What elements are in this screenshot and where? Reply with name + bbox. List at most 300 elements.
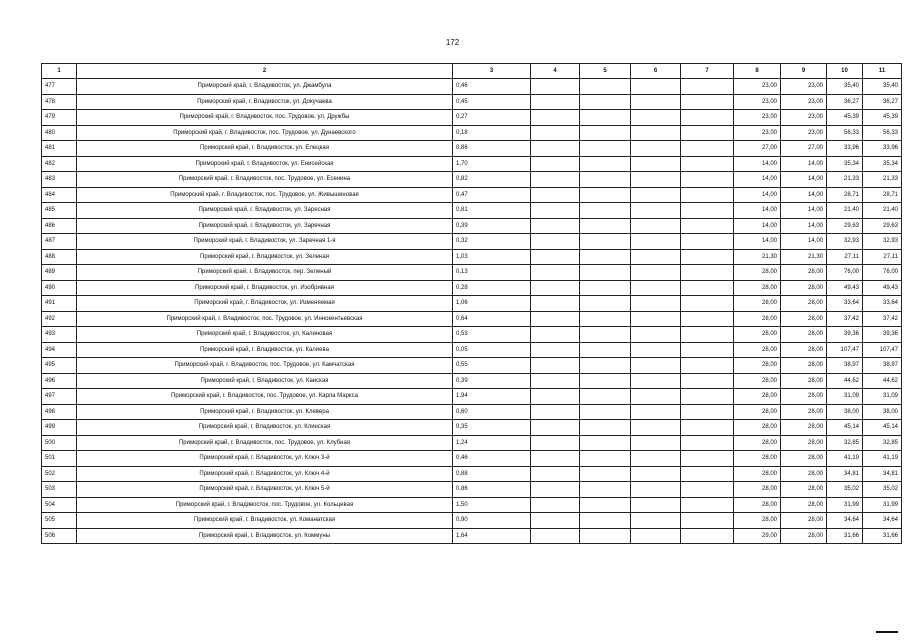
table-cell <box>580 296 631 312</box>
table-cell: 477 <box>42 79 77 95</box>
table-cell: 503 <box>42 482 77 498</box>
table-cell: 502 <box>42 466 77 482</box>
table-cell: 28,00 <box>781 373 827 389</box>
table-cell: Приморский край, г. Владивосток, пос. Трудовое, ул. Живышеновая <box>77 187 453 203</box>
table-cell: 33,64 <box>827 296 863 312</box>
table-cell: 35,40 <box>863 79 902 95</box>
table-cell <box>580 358 631 374</box>
table-cell <box>681 156 734 172</box>
table-row <box>42 513 902 529</box>
table-cell <box>631 234 681 250</box>
table-cell: Приморский край, г. Владивосток, пос. Трудовое, ул. Клубная <box>77 435 453 451</box>
table-cell <box>631 311 681 327</box>
table-cell: 36,27 <box>827 94 863 110</box>
table-cell <box>580 420 631 436</box>
table-row <box>42 311 902 327</box>
table-row <box>42 389 902 405</box>
table-cell: 38,97 <box>827 358 863 374</box>
table-cell: 484 <box>42 187 77 203</box>
table-cell <box>580 203 631 219</box>
table-cell: 45,14 <box>863 420 902 436</box>
table-cell <box>631 79 681 95</box>
corner-mark <box>876 631 898 633</box>
table-cell <box>681 342 734 358</box>
table-cell <box>631 404 681 420</box>
table-cell: 496 <box>42 373 77 389</box>
table-cell: 499 <box>42 420 77 436</box>
table-row <box>42 218 902 234</box>
table-cell: 28,00 <box>734 404 781 420</box>
table-cell: 23,00 <box>781 94 827 110</box>
table-cell <box>681 420 734 436</box>
table-cell: 486 <box>42 218 77 234</box>
table-cell <box>531 79 580 95</box>
table-cell: 28,00 <box>781 528 827 544</box>
table-cell: 28,71 <box>863 187 902 203</box>
table-row <box>42 466 902 482</box>
table-cell: 28,00 <box>734 389 781 405</box>
table-cell: Приморский край, г. Владивосток, ул. Заресная <box>77 203 453 219</box>
table-cell: 482 <box>42 156 77 172</box>
table-cell <box>681 172 734 188</box>
table-cell: 28,00 <box>781 280 827 296</box>
table-cell: 34,64 <box>863 513 902 529</box>
table-cell: 28,00 <box>781 296 827 312</box>
table-cell: 56,33 <box>827 125 863 141</box>
table-cell: 494 <box>42 342 77 358</box>
table-cell <box>531 311 580 327</box>
table-cell: 28,00 <box>734 265 781 281</box>
table-cell: 33,64 <box>863 296 902 312</box>
table-cell: 14,00 <box>734 156 781 172</box>
table-cell: 491 <box>42 296 77 312</box>
table-cell <box>531 435 580 451</box>
table-cell: Приморский край, г. Владивосток, пер. Зеленый <box>77 265 453 281</box>
table-cell: 34,64 <box>827 513 863 529</box>
table-cell: 506 <box>42 528 77 544</box>
table-cell <box>681 497 734 513</box>
table-cell: 28,00 <box>781 497 827 513</box>
table-cell: 38,00 <box>863 404 902 420</box>
table-cell: 28,00 <box>734 482 781 498</box>
table-cell <box>580 125 631 141</box>
table-row <box>42 435 902 451</box>
table-cell <box>580 234 631 250</box>
table-cell <box>631 156 681 172</box>
table-cell <box>580 187 631 203</box>
table-cell <box>681 187 734 203</box>
column-header: 3 <box>453 64 531 79</box>
table-cell <box>681 358 734 374</box>
table-cell: 0,46 <box>453 451 531 467</box>
table-cell <box>531 513 580 529</box>
table-cell <box>531 420 580 436</box>
table-cell <box>681 389 734 405</box>
table-cell: 21,30 <box>734 249 781 265</box>
table-cell <box>631 125 681 141</box>
table-cell <box>681 311 734 327</box>
table-cell: 36,27 <box>863 94 902 110</box>
table-cell: 28,00 <box>781 389 827 405</box>
table-cell: 1,24 <box>453 435 531 451</box>
table-cell: 44,62 <box>863 373 902 389</box>
table-cell <box>531 265 580 281</box>
table-cell: 14,00 <box>781 172 827 188</box>
table-cell <box>681 373 734 389</box>
column-header: 2 <box>77 64 453 79</box>
table-cell: 35,34 <box>863 156 902 172</box>
table-cell: 28,00 <box>734 451 781 467</box>
table-cell: 0,64 <box>453 311 531 327</box>
table-cell: 76,00 <box>827 265 863 281</box>
table-cell: Приморский край, г. Владивосток, ул. Калиева <box>77 342 453 358</box>
table-cell <box>531 296 580 312</box>
table-cell: 489 <box>42 265 77 281</box>
table-cell <box>681 110 734 126</box>
table-cell <box>531 482 580 498</box>
table-cell <box>631 218 681 234</box>
table-row <box>42 249 902 265</box>
table-cell <box>531 280 580 296</box>
table-cell <box>531 110 580 126</box>
table-cell <box>681 218 734 234</box>
column-header: 8 <box>734 64 781 79</box>
table-cell <box>681 249 734 265</box>
table-cell: 32,85 <box>827 435 863 451</box>
table-cell <box>580 218 631 234</box>
table-cell: 1,50 <box>453 497 531 513</box>
table-cell: Приморский край, г. Владивосток, ул. Ключ 4-й <box>77 466 453 482</box>
table-cell: 29,63 <box>863 218 902 234</box>
table-cell <box>631 296 681 312</box>
table-cell: 485 <box>42 203 77 219</box>
table-row <box>42 203 902 219</box>
table-cell <box>631 249 681 265</box>
table-cell <box>531 373 580 389</box>
table-cell: 45,39 <box>863 110 902 126</box>
table-row <box>42 141 902 157</box>
table-cell <box>631 482 681 498</box>
table-cell: Приморский край, г. Владивосток, ул. Канская <box>77 373 453 389</box>
table-cell: 27,11 <box>863 249 902 265</box>
table-cell: 0,28 <box>453 280 531 296</box>
table-cell <box>631 358 681 374</box>
table-cell: 23,00 <box>781 125 827 141</box>
table-cell: 21,33 <box>827 172 863 188</box>
table-cell: 29,00 <box>734 528 781 544</box>
table-cell: 28,00 <box>734 420 781 436</box>
table-cell: 0,39 <box>453 218 531 234</box>
table-cell <box>531 528 580 544</box>
table-cell: Приморский край, г. Владивосток, ул. Докучаева <box>77 94 453 110</box>
table-cell: 28,00 <box>781 435 827 451</box>
table-cell: 0,60 <box>453 404 531 420</box>
table-row <box>42 265 902 281</box>
table-cell <box>531 404 580 420</box>
table-cell: 34,81 <box>863 466 902 482</box>
table-cell: 32,85 <box>863 435 902 451</box>
table-cell <box>531 249 580 265</box>
table-cell: 39,36 <box>863 327 902 343</box>
table-cell <box>631 497 681 513</box>
table-cell: 28,00 <box>734 513 781 529</box>
table-cell: 35,34 <box>827 156 863 172</box>
table-cell: 107,47 <box>863 342 902 358</box>
table-row <box>42 156 902 172</box>
table-cell: 14,00 <box>734 187 781 203</box>
table-cell: 0,53 <box>453 327 531 343</box>
table-cell <box>531 141 580 157</box>
table-cell: 28,00 <box>781 311 827 327</box>
table-cell <box>580 528 631 544</box>
table-cell: 28,00 <box>734 280 781 296</box>
table-cell <box>580 466 631 482</box>
table-cell <box>531 358 580 374</box>
column-header: 9 <box>781 64 827 79</box>
table-row <box>42 94 902 110</box>
table-cell <box>531 234 580 250</box>
table-cell: Приморский край, г. Владивосток, ул. Енисейская <box>77 156 453 172</box>
table-cell <box>580 265 631 281</box>
table-cell: 35,02 <box>863 482 902 498</box>
table-cell <box>681 435 734 451</box>
table-cell <box>681 94 734 110</box>
table-cell <box>531 451 580 467</box>
table-cell <box>631 451 681 467</box>
table-cell: 28,00 <box>734 466 781 482</box>
table-cell <box>681 528 734 544</box>
table-cell: 0,90 <box>453 513 531 529</box>
table-cell: Приморский край, г. Владивосток, ул. Джамбула <box>77 79 453 95</box>
table-cell: 1,94 <box>453 389 531 405</box>
column-header: 11 <box>863 64 902 79</box>
table-cell: 0,35 <box>453 420 531 436</box>
table-cell: 14,00 <box>734 203 781 219</box>
table-cell: 21,33 <box>863 172 902 188</box>
table-cell: 479 <box>42 110 77 126</box>
table-cell: 28,00 <box>734 373 781 389</box>
table-cell <box>631 373 681 389</box>
table-cell: 0,13 <box>453 265 531 281</box>
table-cell <box>681 203 734 219</box>
table-cell <box>531 187 580 203</box>
table-cell <box>531 203 580 219</box>
table-row <box>42 280 902 296</box>
table-cell: 76,00 <box>863 265 902 281</box>
table-cell: 0,05 <box>453 342 531 358</box>
table-cell: Приморский край, г. Владивосток, ул. Клинская <box>77 420 453 436</box>
table-row <box>42 482 902 498</box>
table-cell: 49,43 <box>863 280 902 296</box>
table-cell: 14,00 <box>734 234 781 250</box>
table-cell: 28,00 <box>781 420 827 436</box>
table-cell: Приморский край, г. Владивосток, пос. Трудовое, ул. Кольцевая <box>77 497 453 513</box>
table-cell: 501 <box>42 451 77 467</box>
table-cell: 21,30 <box>781 249 827 265</box>
table-cell <box>631 466 681 482</box>
table-cell: Приморский край, г. Владивосток, ул. Изобривная <box>77 280 453 296</box>
table-cell: 14,00 <box>734 218 781 234</box>
table-row <box>42 342 902 358</box>
table-cell: 28,00 <box>734 296 781 312</box>
page-number: 172 <box>445 38 460 47</box>
table-cell: 1,06 <box>453 296 531 312</box>
table-cell <box>580 280 631 296</box>
table-cell <box>631 94 681 110</box>
table-cell <box>631 513 681 529</box>
table-cell <box>580 342 631 358</box>
table-cell <box>531 156 580 172</box>
table-row <box>42 79 902 95</box>
table-cell: 23,00 <box>781 79 827 95</box>
table-row <box>42 296 902 312</box>
table-row <box>42 420 902 436</box>
column-header: 7 <box>681 64 734 79</box>
table-row <box>42 172 902 188</box>
data-table <box>41 63 902 544</box>
table-cell <box>681 296 734 312</box>
table-cell: 0,55 <box>453 358 531 374</box>
table-cell: 38,00 <box>827 404 863 420</box>
table-cell: 35,40 <box>827 79 863 95</box>
table-cell: 28,00 <box>734 435 781 451</box>
table-cell <box>631 280 681 296</box>
table-cell: 490 <box>42 280 77 296</box>
table-cell: 14,00 <box>734 172 781 188</box>
table-cell: 28,00 <box>781 265 827 281</box>
table-cell: 23,00 <box>734 79 781 95</box>
table-cell: 497 <box>42 389 77 405</box>
table-cell: 23,00 <box>734 125 781 141</box>
table-cell: Приморский край, г. Владивосток, пос. Трудовое, ул. Карла Маркса <box>77 389 453 405</box>
table-cell <box>681 265 734 281</box>
table-cell <box>631 342 681 358</box>
table-row <box>42 451 902 467</box>
table-cell: Приморский край, г. Владивосток, ул. Коммуны <box>77 528 453 544</box>
table-cell <box>631 528 681 544</box>
table-cell: 37,42 <box>827 311 863 327</box>
table-cell: Приморский край, г. Владивосток, ул. Клевера <box>77 404 453 420</box>
table-cell: 505 <box>42 513 77 529</box>
table-cell: 500 <box>42 435 77 451</box>
table-cell: 56,33 <box>863 125 902 141</box>
table-cell: 487 <box>42 234 77 250</box>
table-row <box>42 187 902 203</box>
table-cell <box>531 327 580 343</box>
table-cell <box>531 466 580 482</box>
table-cell <box>580 311 631 327</box>
table-row <box>42 404 902 420</box>
table-cell: 45,39 <box>827 110 863 126</box>
table-cell: 14,00 <box>781 218 827 234</box>
table-cell <box>531 218 580 234</box>
table-cell: 31,99 <box>863 497 902 513</box>
table-cell: 33,96 <box>863 141 902 157</box>
table-cell: 0,86 <box>453 141 531 157</box>
table-cell: 27,00 <box>734 141 781 157</box>
table-cell: 478 <box>42 94 77 110</box>
table-cell <box>580 94 631 110</box>
table-cell: 28,00 <box>781 466 827 482</box>
table-cell <box>531 389 580 405</box>
table-cell: 37,42 <box>863 311 902 327</box>
table-cell <box>631 203 681 219</box>
table-cell: 0,46 <box>453 79 531 95</box>
table-cell: 21,40 <box>863 203 902 219</box>
table-cell: 44,62 <box>827 373 863 389</box>
table-cell: 0,39 <box>453 373 531 389</box>
table-row <box>42 358 902 374</box>
table-cell: 28,00 <box>734 497 781 513</box>
table-cell <box>631 172 681 188</box>
table-cell: Приморский край, г. Владивосток, ул. Елецкая <box>77 141 453 157</box>
table-cell: 481 <box>42 141 77 157</box>
table-cell: 31,66 <box>863 528 902 544</box>
column-header: 1 <box>42 64 77 79</box>
table-cell: 107,47 <box>827 342 863 358</box>
table-cell: 31,66 <box>827 528 863 544</box>
table-cell: 14,00 <box>781 234 827 250</box>
table-cell: 28,00 <box>781 342 827 358</box>
table-cell: Приморский край, г. Владивосток, ул. Заречная 1-я <box>77 234 453 250</box>
table-cell <box>580 435 631 451</box>
table-cell <box>580 327 631 343</box>
table-cell: 480 <box>42 125 77 141</box>
table-cell: 31,99 <box>827 497 863 513</box>
column-header: 5 <box>580 64 631 79</box>
table-cell <box>631 435 681 451</box>
table-cell: 1,03 <box>453 249 531 265</box>
table-cell: 39,36 <box>827 327 863 343</box>
table-cell <box>580 156 631 172</box>
table-cell <box>631 265 681 281</box>
table-cell: 0,27 <box>453 110 531 126</box>
table-cell: Приморский край, г. Владивосток, ул. Зеленая <box>77 249 453 265</box>
table-cell <box>531 94 580 110</box>
table-cell: Приморский край, г. Владивосток, пос. Трудовое, ул. Камчатская <box>77 358 453 374</box>
table-cell: 0,81 <box>453 203 531 219</box>
table-cell <box>631 187 681 203</box>
table-cell: 31,09 <box>863 389 902 405</box>
table-cell <box>531 125 580 141</box>
table-cell: 28,00 <box>781 358 827 374</box>
table-row <box>42 234 902 250</box>
table-cell <box>631 110 681 126</box>
table-cell <box>681 234 734 250</box>
table-cell <box>580 110 631 126</box>
table-cell: Приморский край, г. Владивосток, пос. Трудовое, ул. Иннокентьевская <box>77 311 453 327</box>
table-cell: 32,93 <box>827 234 863 250</box>
table-cell: 41,19 <box>863 451 902 467</box>
table-cell <box>681 125 734 141</box>
table-row <box>42 125 902 141</box>
header-row <box>42 64 902 79</box>
table-cell: 28,00 <box>734 327 781 343</box>
table-cell: Приморский край, г. Владивосток, пос. Трудовое, ул. Дружбы <box>77 110 453 126</box>
table-cell: Приморский край, г. Владивосток, ул. Калиновая <box>77 327 453 343</box>
table-cell: 495 <box>42 358 77 374</box>
table-cell: 14,00 <box>781 187 827 203</box>
table-cell <box>681 141 734 157</box>
table-row <box>42 110 902 126</box>
table-cell: Приморский край, г. Владивосток, ул. Ключ 5-й <box>77 482 453 498</box>
table-cell: Приморский край, г. Владивосток, ул. Изменяемая <box>77 296 453 312</box>
table-cell: 23,00 <box>734 94 781 110</box>
table-cell <box>580 513 631 529</box>
table-cell: 0,86 <box>453 482 531 498</box>
table-cell: 14,00 <box>781 156 827 172</box>
table-cell <box>531 172 580 188</box>
